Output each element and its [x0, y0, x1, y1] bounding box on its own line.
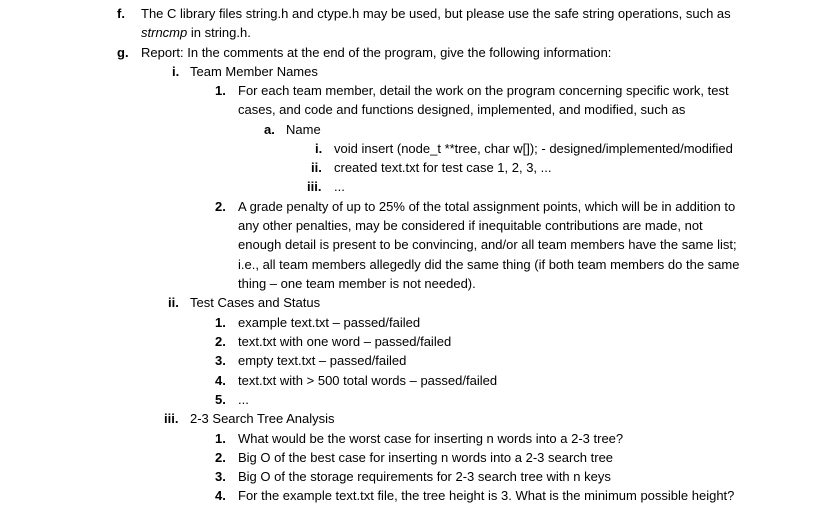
analysis-marker-2: 2.	[215, 450, 226, 465]
entry-marker-i: i.	[315, 141, 323, 156]
function-name-strncmp: strncmp	[141, 25, 188, 40]
list-marker-g: g.	[117, 45, 129, 60]
sub-marker-a: a.	[264, 122, 275, 137]
item-i-1-line2: cases, and code and functions designed, implemented, and modified, such as	[238, 102, 686, 117]
section-marker-ii: ii.	[168, 295, 179, 310]
item-i-2-line3: enough detail is present to be convincing, and/or all team members have the same list;	[238, 237, 737, 252]
test-marker-3: 3.	[215, 353, 226, 368]
section-marker-iii: iii.	[164, 411, 179, 426]
item-i-1-line1: For each team member, detail the work on the program concerning specific work, test	[238, 83, 729, 98]
entry-marker-iii: iii.	[307, 179, 322, 194]
list-marker-f: f.	[117, 6, 125, 21]
section-title-team-member-names: Team Member Names	[190, 64, 318, 79]
entry-created-text: created text.txt for test case 1, 2, 3, ...	[334, 160, 552, 175]
item-i-2-line5: thing – one team member is not needed).	[238, 276, 476, 291]
entry-insert-function: void insert (node_t **tree, char w[]); - designed/implemented/modified	[334, 141, 733, 156]
test-marker-1: 1.	[215, 315, 226, 330]
test-case-ellipsis: ...	[238, 392, 249, 407]
sub-a-name: Name	[286, 122, 321, 137]
item-marker-i-1: 1.	[215, 83, 226, 98]
entry-marker-ii: ii.	[311, 160, 322, 175]
analysis-worst-case: What would be the worst case for inserting n words into a 2-3 tree?	[238, 431, 624, 446]
item-i-2-line2: any other penalties, may be considered if inequitable contributions are made, not	[238, 218, 703, 233]
paragraph-f-line1: The C library files string.h and ctype.h may be used, but please use the safe string operations, such as	[141, 6, 731, 21]
test-case-one-word: text.txt with one word – passed/failed	[238, 334, 452, 349]
section-title-test-cases: Test Cases and Status	[190, 295, 321, 310]
test-marker-4: 4.	[215, 373, 226, 388]
analysis-min-height: For the example text.txt file, the tree height is 3. What is the minimum possible height?	[238, 488, 735, 503]
analysis-best-case: Big O of the best case for inserting n words into a 2-3 search tree	[238, 450, 614, 465]
section-marker-i: i.	[172, 64, 180, 79]
paragraph-g-report: Report: In the comments at the end of the program, give the following information:	[141, 45, 612, 60]
item-i-2-line1: A grade penalty of up to 25% of the total assignment points, which will be in addition to	[238, 199, 736, 214]
entry-ellipsis: ...	[334, 179, 345, 194]
analysis-storage: Big O of the storage requirements for 2-3 search tree with n keys	[238, 469, 611, 484]
test-case-empty: empty text.txt – passed/failed	[238, 353, 407, 368]
item-marker-i-2: 2.	[215, 199, 226, 214]
analysis-marker-1: 1.	[215, 431, 226, 446]
paragraph-f-line2-rest: in string.h.	[187, 25, 251, 40]
test-case-example: example text.txt – passed/failed	[238, 315, 421, 330]
analysis-marker-4: 4.	[215, 488, 226, 503]
test-case-500-words: text.txt with > 500 total words – passed/failed	[238, 373, 498, 388]
test-marker-5: 5.	[215, 392, 226, 407]
item-i-2-line4: i.e., all team members allegedly did the same thing (if both team members do the same	[238, 257, 740, 272]
section-title-tree-analysis: 2-3 Search Tree Analysis	[190, 411, 335, 426]
test-marker-2: 2.	[215, 334, 226, 349]
analysis-marker-3: 3.	[215, 469, 226, 484]
paragraph-f-line2	[141, 23, 251, 42]
